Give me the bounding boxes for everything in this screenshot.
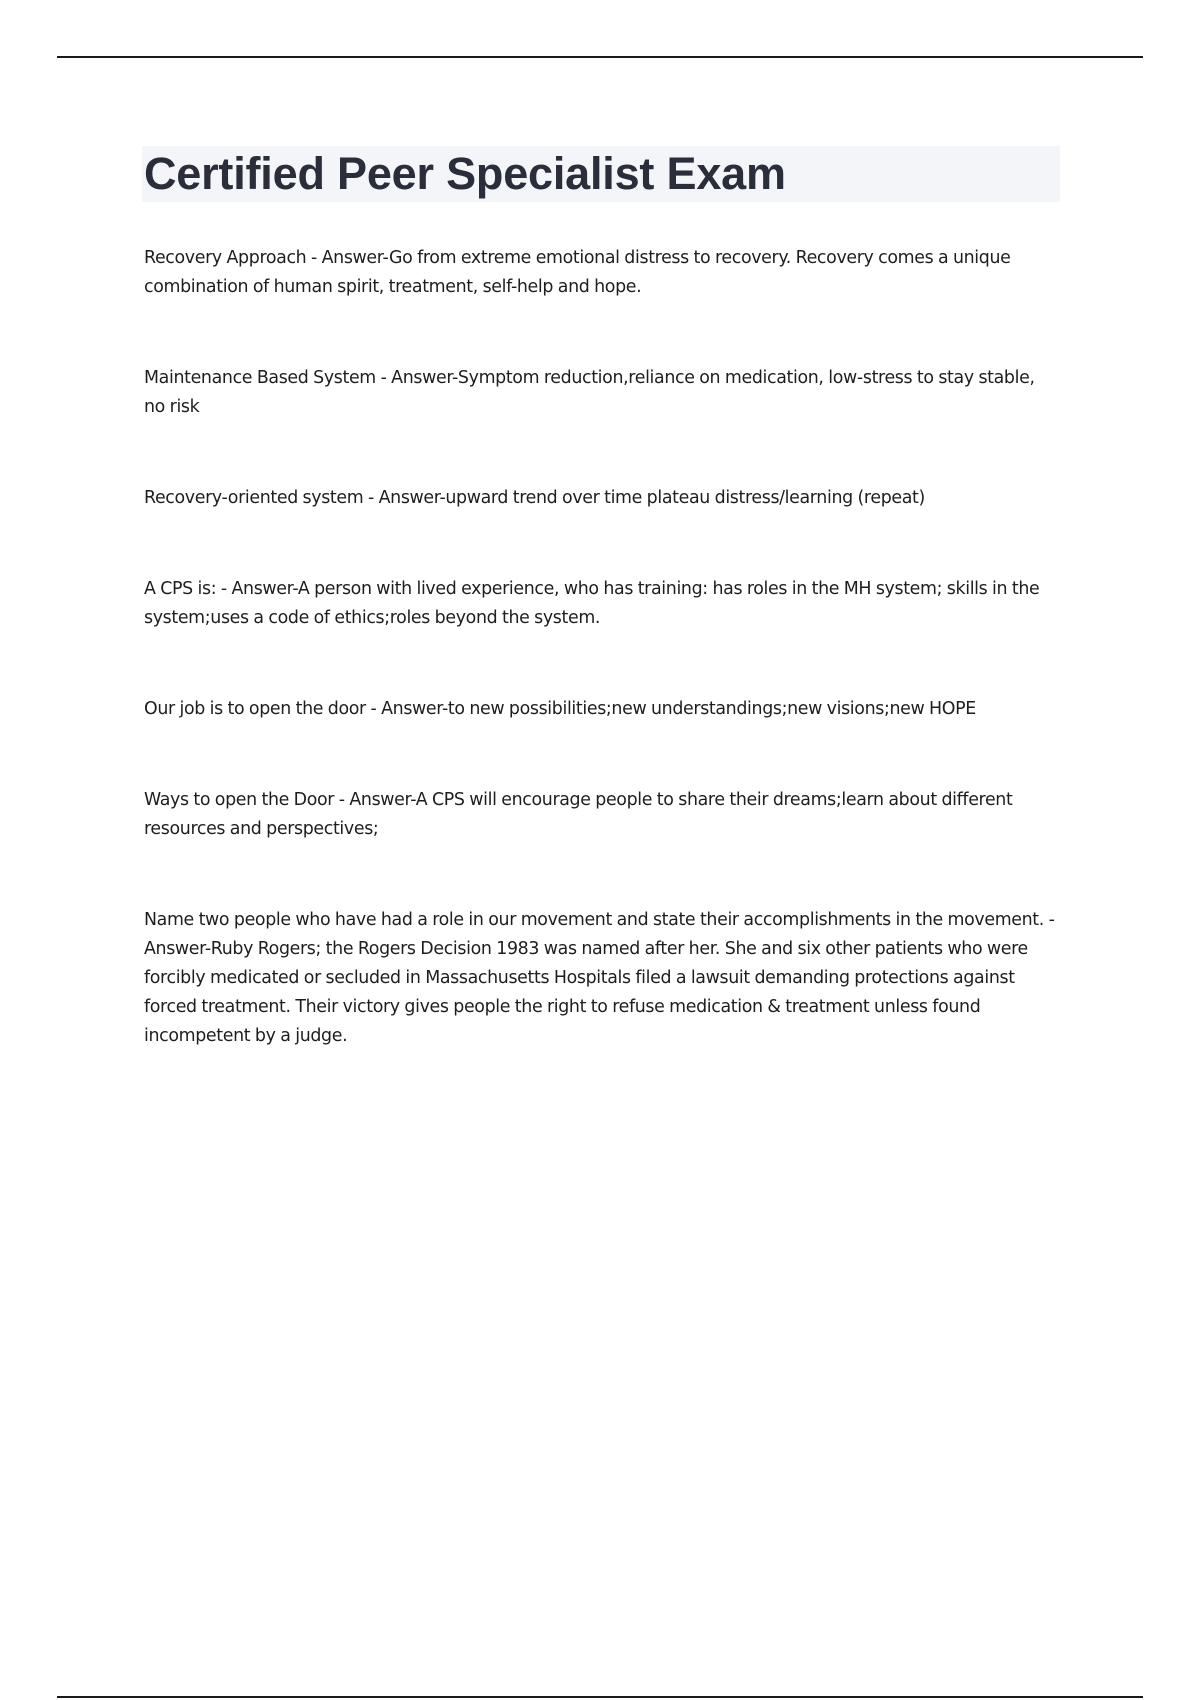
document-body [144,146,1060,1051]
qa-item-maintenance-based-system: Maintenance Based System - Answer-Symptom reduction,reliance on medication, low-stress to stay stable, no risk [144,368,1035,417]
qa-item-ways-to-open-door: Ways to open the Door - Answer-A CPS will encourage people to share their dreams;learn about different resources and perspectives; [144,790,1013,839]
qa-list [144,244,1060,1051]
qa-item-movement-people: Name two people who have had a role in our movement and state their accomplishments in the movement. - Answer-Ruby Rogers; the Rogers Decision 1983 was named after her. She and six other patients who were forcibly medicated or secluded in Massachusetts Hospitals filed a lawsuit demanding protections against forced treatment. Their victory gives people the right to refuse medication & treatment unless found incompetent by a judge. [144,910,1055,1046]
top-rule [57,56,1143,58]
document-title: Certified Peer Specialist Exam [144,148,786,199]
bottom-rule [57,1696,1143,1698]
qa-item-open-the-door: Our job is to open the door - Answer-to new possibilities;new understandings;new visions;new HOPE [144,699,976,719]
qa-item-cps-definition: A CPS is: - Answer-A person with lived experience, who has training: has roles in the MH system; skills in the system;uses a code of ethics;roles beyond the system. [144,579,1040,628]
qa-item-recovery-approach: Recovery Approach - Answer-Go from extreme emotional distress to recovery. Recovery comes a unique combination of human spirit, treatment, self-help and hope. [144,248,1011,297]
qa-item-recovery-oriented-system: Recovery-oriented system - Answer-upward trend over time plateau distress/learning (repeat) [144,488,925,508]
title-banner [142,146,1060,202]
